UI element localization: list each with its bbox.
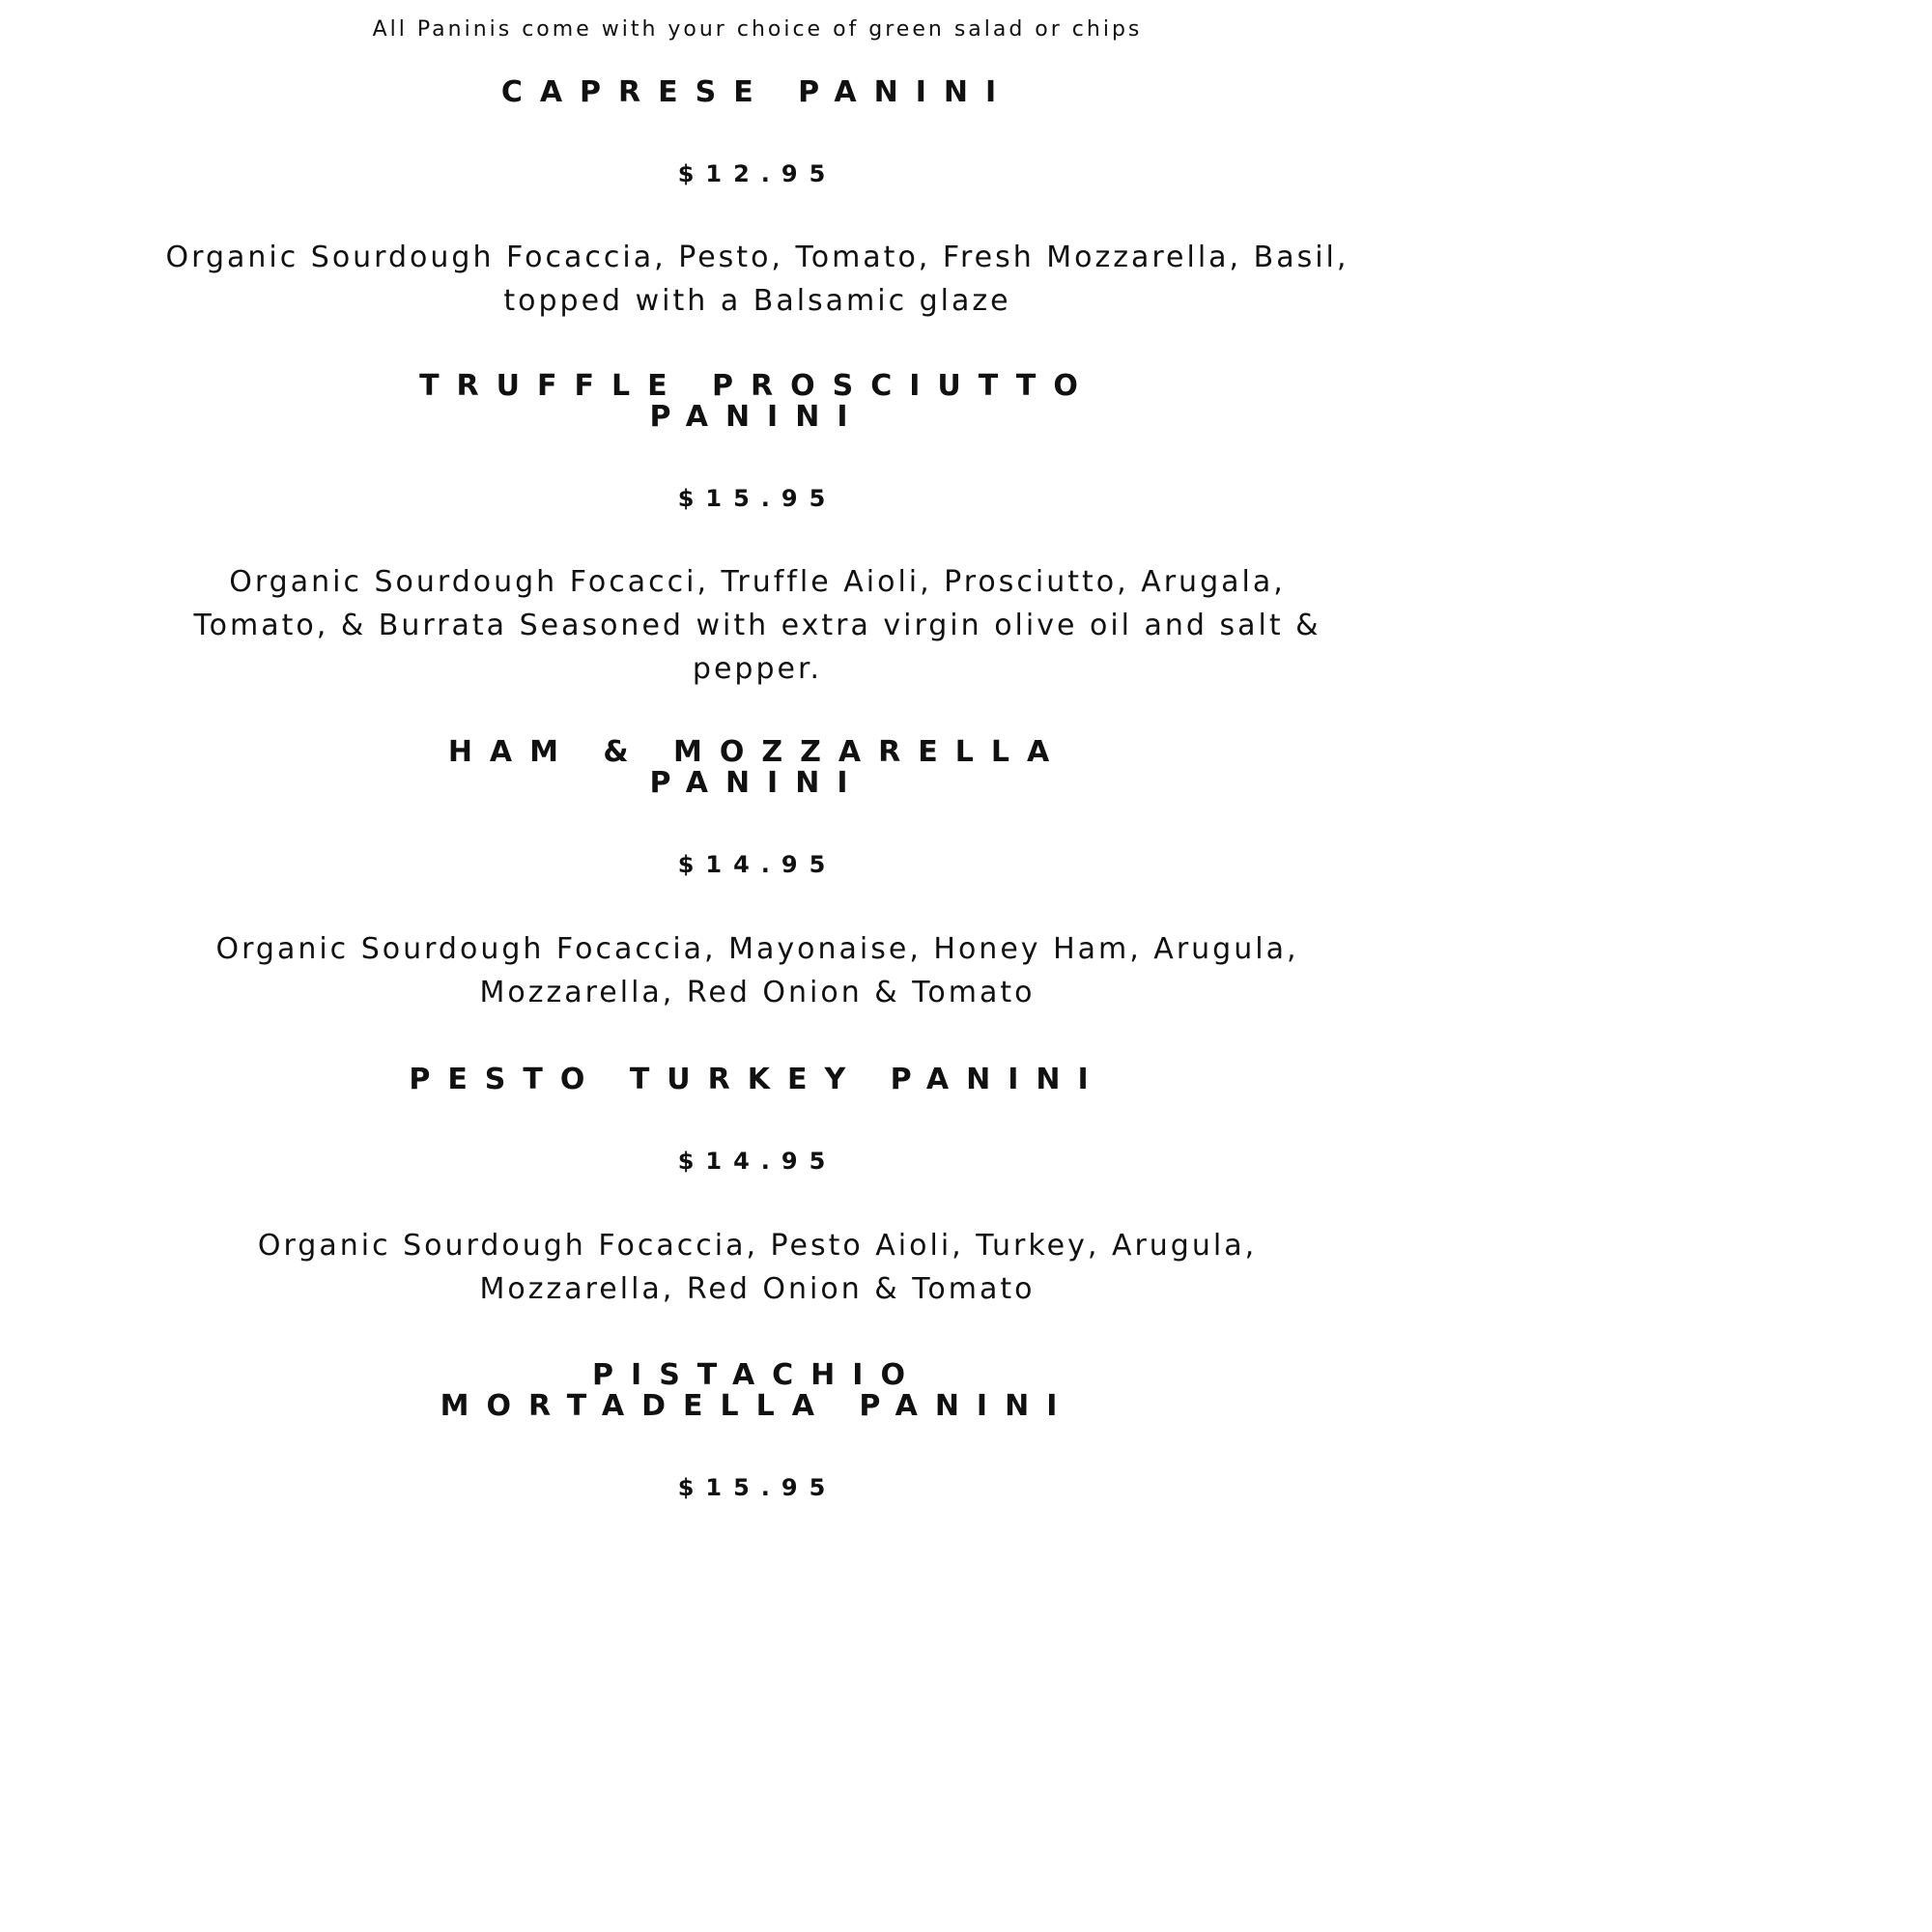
item-title-pistachio-mortadella: PISTACHIO MORTADELLA PANINI <box>440 1358 1075 1423</box>
item-price-pesto-turkey: $14.95 <box>677 1148 838 1175</box>
item-title-truffle-prosciutto: TRUFFLE PROSCIUTTO PANINI <box>419 369 1095 434</box>
item-title-pesto-turkey: PESTO TURKEY PANINI <box>409 1063 1106 1096</box>
item-price-truffle-prosciutto: $15.95 <box>677 485 838 512</box>
item-title-ham-mozzarella: HAM & MOZZARELLA PANINI <box>447 735 1067 800</box>
item-price-caprese: $12.95 <box>677 160 838 187</box>
item-title-caprese: CAPRESE PANINI <box>500 75 1014 109</box>
menu-note: All Paninis come with your choice of green salad or chips <box>372 17 1143 42</box>
item-description-pesto-turkey: Organic Sourdough Focaccia, Pesto Aioli, Turkey, Arugula, Mozzarella, Red Onion & Tomato <box>257 1229 1258 1306</box>
item-description-ham-mozzarella: Organic Sourdough Focaccia, Mayonaise, Honey Ham, Arugula, Mozzarella, Red Onion & Tomato <box>215 932 1299 1009</box>
item-price-ham-mozzarella: $14.95 <box>677 851 838 878</box>
item-description-caprese: Organic Sourdough Focaccia, Pesto, Tomato, Fresh Mozzarella, Basil, topped with a Balsamic glaze <box>165 241 1350 318</box>
item-description-truffle-prosciutto: Organic Sourdough Focacci, Truffle Aioli, Prosciutto, Arugala, Tomato, & Burrata Seasoned with extra virgin olive oil and salt & pepper. <box>193 565 1321 686</box>
item-price-pistachio-mortadella: $15.95 <box>677 1474 838 1501</box>
